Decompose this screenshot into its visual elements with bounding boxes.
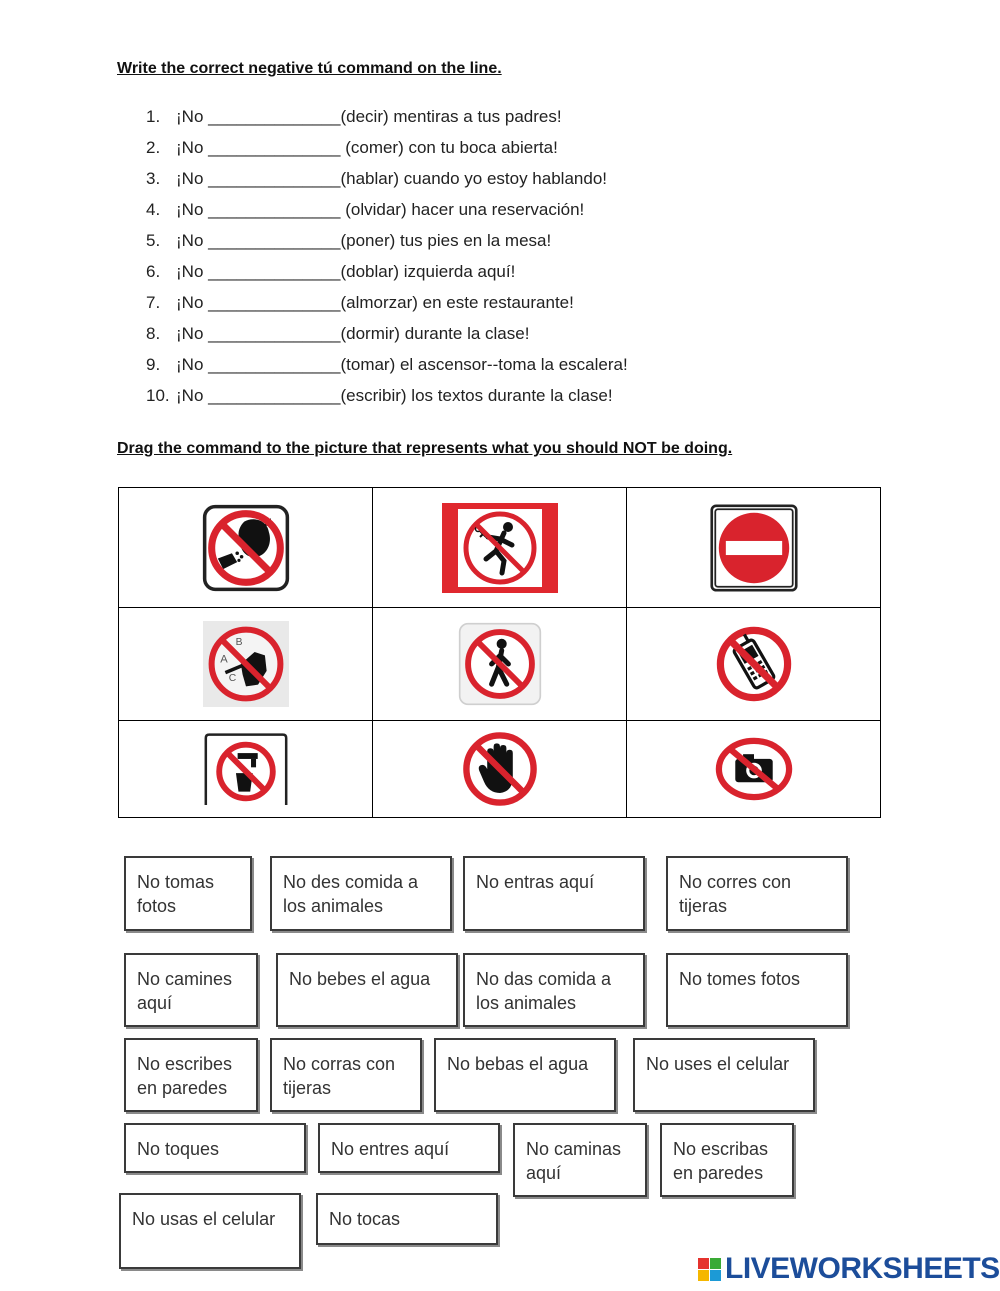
- question-text: ¡No ______________(escribir) los textos durante la clase!: [176, 386, 613, 405]
- answer-card[interactable]: No corras con tijeras: [270, 1038, 422, 1112]
- question-number: 5.: [146, 231, 161, 250]
- question-text: ¡No ______________(hablar) cuando yo estoy hablando!: [176, 169, 607, 188]
- drop-zone[interactable]: [373, 721, 627, 818]
- question-item: [146, 199, 628, 230]
- drop-zone[interactable]: [119, 721, 373, 818]
- question-item: [146, 261, 628, 292]
- answer-card[interactable]: No uses el celular: [633, 1038, 815, 1112]
- answer-card[interactable]: No toques: [124, 1123, 306, 1173]
- drop-zone[interactable]: [373, 488, 627, 608]
- answer-card[interactable]: No escribes en paredes: [124, 1038, 258, 1112]
- question-number: 7.: [146, 293, 161, 312]
- answer-card[interactable]: No entres aquí: [318, 1123, 500, 1173]
- question-text: ¡No ______________(doblar) izquierda aquí!: [176, 262, 516, 281]
- svg-text:A: A: [219, 653, 228, 666]
- question-item: [146, 292, 628, 323]
- question-text: ¡No ______________(almorzar) en este restaurante!: [176, 293, 574, 312]
- question-text: ¡No ______________(decir) mentiras a tus padres!: [176, 107, 562, 126]
- answer-card[interactable]: No camines aquí: [124, 953, 258, 1027]
- question-number: 4.: [146, 200, 161, 219]
- sign-grid: [118, 487, 881, 818]
- question-item: [146, 385, 628, 416]
- brand-logo: [698, 1252, 1000, 1286]
- no-walking-icon: [458, 622, 542, 706]
- drop-zone[interactable]: [627, 608, 881, 721]
- no-running-with-scissors-icon: [442, 503, 558, 593]
- answer-card[interactable]: No tocas: [316, 1193, 498, 1245]
- no-touching-icon: [460, 729, 540, 809]
- answer-card[interactable]: No corres con tijeras: [666, 856, 848, 931]
- answer-card[interactable]: No bebes el agua: [276, 953, 458, 1027]
- do-not-enter-icon: [710, 504, 798, 592]
- answer-card[interactable]: No bebas el agua: [434, 1038, 616, 1112]
- no-photos-icon: [715, 737, 793, 801]
- question-number: 10.: [146, 386, 170, 405]
- question-item: [146, 106, 628, 137]
- question-text: ¡No ______________(poner) tus pies en la mesa!: [176, 231, 552, 250]
- drag-instructions: Drag the command to the picture that represents what you should NOT be doing.: [117, 440, 733, 457]
- svg-text:C: C: [228, 673, 236, 685]
- no-feeding-animals-icon: [202, 504, 290, 592]
- no-drinking-water-icon: [204, 733, 288, 805]
- drop-zone[interactable]: [119, 608, 373, 721]
- question-number: 6.: [146, 262, 161, 281]
- answer-card[interactable]: No escribas en paredes: [660, 1123, 794, 1197]
- answer-card[interactable]: No tomas fotos: [124, 856, 252, 931]
- answer-card[interactable]: No tomes fotos: [666, 953, 848, 1027]
- svg-text:B: B: [235, 637, 243, 649]
- question-number: 3.: [146, 169, 161, 188]
- brand-name: LIVEWORKSHEETS: [725, 1252, 1000, 1285]
- question-text: ¡No ______________ (olvidar) hacer una reservación!: [176, 200, 585, 219]
- answer-card[interactable]: No caminas aquí: [513, 1123, 647, 1197]
- question-text: ¡No ______________(tomar) el ascensor--toma la escalera!: [176, 355, 628, 374]
- fill-in-instructions: Write the correct negative tú command on the line.: [117, 60, 502, 77]
- question-number: 2.: [146, 138, 161, 157]
- question-number: 1.: [146, 107, 161, 126]
- question-text: ¡No ______________ (comer) con tu boca abierta!: [176, 138, 558, 157]
- drop-zone[interactable]: [627, 721, 881, 818]
- answer-card[interactable]: No entras aquí: [463, 856, 645, 931]
- drop-zone[interactable]: [119, 488, 373, 608]
- answer-card[interactable]: No des comida a los animales: [270, 856, 452, 931]
- question-text: ¡No ______________(dormir) durante la clase!: [176, 324, 530, 343]
- drop-zone[interactable]: [627, 488, 881, 608]
- question-list: [146, 106, 628, 416]
- question-item: [146, 354, 628, 385]
- question-item: [146, 323, 628, 354]
- question-item: [146, 168, 628, 199]
- no-cellphone-icon: [714, 624, 794, 704]
- question-item: [146, 137, 628, 168]
- answer-card[interactable]: No das comida a los animales: [463, 953, 645, 1027]
- no-writing-icon: [203, 621, 289, 707]
- drop-zone[interactable]: [373, 608, 627, 721]
- brand-mark-icon: [698, 1258, 721, 1281]
- question-item: [146, 230, 628, 261]
- question-number: 8.: [146, 324, 161, 343]
- question-number: 9.: [146, 355, 161, 374]
- answer-card[interactable]: No usas el celular: [119, 1193, 301, 1269]
